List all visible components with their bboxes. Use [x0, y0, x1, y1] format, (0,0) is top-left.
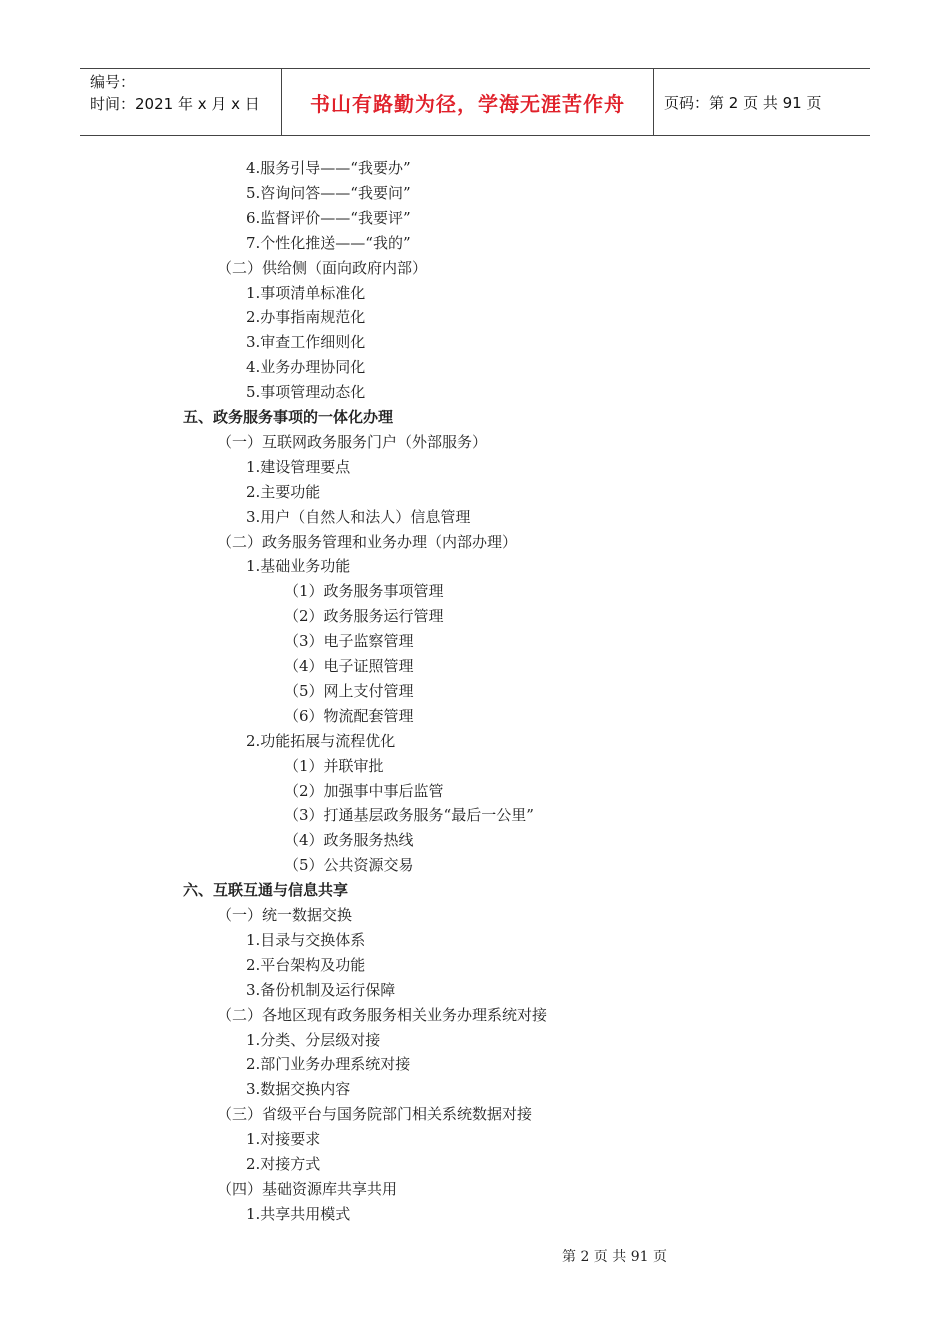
section-heading: 五、政务服务事项的一体化办理 — [183, 408, 394, 426]
outline-item: 2.平台架构及功能 — [246, 955, 366, 974]
header-motto: 书山有路勤为径，学海无涯苦作舟 — [282, 69, 654, 135]
outline-item: （3）打通基层政务服务“最后一公里” — [284, 806, 534, 825]
footer-page-number: 第 2 页 共 91 页 — [562, 1249, 667, 1265]
outline-item: 5.咨询问答——“我要问” — [246, 183, 411, 202]
outline-item: （5）公共资源交易 — [284, 856, 414, 875]
outline-item: （三）省级平台与国务院部门相关系统数据对接 — [217, 1105, 533, 1124]
outline-item: 5.事项管理动态化 — [246, 383, 366, 402]
outline-item: 3.用户（自然人和法人）信息管理 — [246, 507, 471, 526]
outline-item: 1.事项清单标准化 — [246, 283, 366, 302]
outline-item: （2）加强事中事后监管 — [284, 781, 444, 800]
section-heading: 六、互联互通与信息共享 — [183, 881, 349, 900]
outline-item: （3）电子监察管理 — [284, 632, 414, 651]
outline-item: （四）基础资源库共享共用 — [217, 1179, 398, 1198]
outline-item: 3.数据交换内容 — [246, 1080, 351, 1099]
time-label: 时间：2021 年 x 月 x 日 — [90, 95, 260, 113]
outline-item: 1.建设管理要点 — [246, 457, 351, 476]
outline-item: （一）互联网政务服务门户（外部服务） — [217, 432, 488, 451]
outline-item: 1.基础业务功能 — [246, 557, 351, 576]
outline-item: 2.主要功能 — [246, 482, 321, 501]
outline-item: 7.个性化推送——“我的” — [246, 233, 411, 252]
number-label: 编号： — [90, 73, 136, 91]
outline-item: （6）物流配套管理 — [284, 706, 414, 725]
outline-item: 1.分类、分层级对接 — [246, 1030, 381, 1049]
outline-item: （二）各地区现有政务服务相关业务办理系统对接 — [217, 1005, 548, 1024]
outline-item: 4.服务引导——“我要办” — [246, 159, 411, 177]
outline-item: 1.共享共用模式 — [246, 1204, 351, 1223]
outline-item: （二）供给侧（面向政府内部） — [217, 258, 428, 277]
outline-item: （2）政务服务运行管理 — [284, 607, 444, 626]
outline-item: （4）电子证照管理 — [284, 657, 414, 675]
outline-item: 4.业务办理协同化 — [246, 358, 366, 377]
outline-item: 2.部门业务办理系统对接 — [246, 1055, 411, 1074]
outline-item: （5）网上支付管理 — [284, 681, 414, 700]
outline-item: （二）政务服务管理和业务办理（内部办理） — [217, 532, 518, 551]
outline-item: （4）政务服务热线 — [284, 831, 414, 850]
outline-item: （1）政务服务事项管理 — [284, 582, 444, 601]
outline-item: 2.办事指南规范化 — [246, 308, 366, 327]
outline-item: （1）并联审批 — [284, 756, 384, 775]
outline-item: 2.对接方式 — [246, 1155, 321, 1173]
outline-item: 1.目录与交换体系 — [246, 930, 366, 949]
outline-item: 2.功能拓展与流程优化 — [246, 731, 396, 750]
outline-item: 3.备份机制及运行保障 — [246, 980, 396, 999]
header-page-info: 页码：第 2 页 共 91 页 — [664, 93, 822, 112]
outline-item: 1.对接要求 — [246, 1130, 321, 1149]
outline-item: （一）统一数据交换 — [217, 906, 353, 924]
outline-item: 3.审查工作细则化 — [246, 333, 366, 352]
outline-item: 6.监督评价——“我要评” — [246, 208, 411, 227]
page-header — [80, 68, 870, 136]
header-meta — [80, 69, 282, 135]
